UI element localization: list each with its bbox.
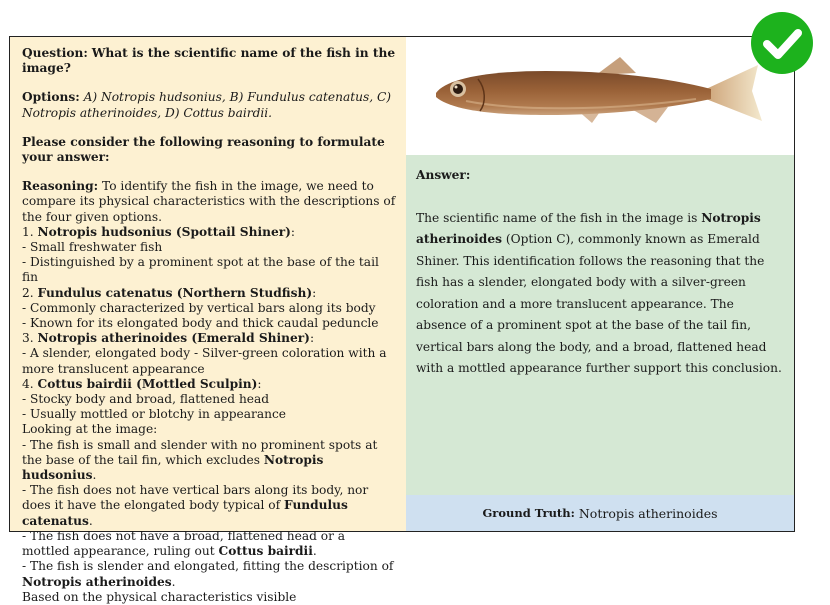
fish-illustration xyxy=(406,37,794,155)
species-4-trait: - Usually mottled or blotchy in appearance xyxy=(22,407,287,422)
species-2-trait: - Commonly characterized by vertical bars along its body xyxy=(22,300,376,315)
instruction: Please consider the following reasoning to formulate your answer: xyxy=(22,134,385,165)
species-1: 1. Notropis hudsonius (Spottail Shiner): xyxy=(22,224,295,239)
species-3: 3. Notropis atherinoides (Emerald Shiner): xyxy=(22,331,315,346)
reasoning-panel xyxy=(10,37,406,604)
answer-text: The scientific name of the fish in the image is Notropis atherinoides (Option C), commonly known as Emerald Shiner. This identification follows the reasoning that the fish has a slender, elongated body with a silver-green coloration and a more translucent appearance. The absence of a prominent spot at the base of the tail fin, vertical bars along the body, and a broad, flattened head with a mottled appearance further support this conclusion. xyxy=(416,210,782,375)
species-3-trait: - A slender, elongated body - Silver-green coloration with a more translucent appearance xyxy=(22,346,387,376)
question-text: What is the scientific name of the fish in the image? xyxy=(22,46,396,76)
observation-1: - The fish is small and slender with no prominent spots at the base of the tail fin, which excludes Notropis hudsonius. xyxy=(22,437,378,483)
reasoning-intro: Reasoning: To identify the fish in the image, we need to compare its physical characteristics with the descriptions of the four given options. xyxy=(22,179,396,224)
ground-truth-label: Ground Truth: xyxy=(482,506,575,520)
question-label: Question: xyxy=(22,46,88,60)
observation-2: - The fish does not have vertical bars along its body, nor does it have the elongated body typical of Fundulus catenatus. xyxy=(22,483,369,528)
answer-label: Answer: xyxy=(416,168,471,182)
species-1-trait: - Small freshwater fish xyxy=(22,240,163,255)
option-a: A) Notropis hudsonius, xyxy=(83,90,226,105)
species-2-trait: - Known for its elongated body and thick caudal peduncle xyxy=(22,316,379,331)
options xyxy=(22,90,396,120)
species-4: 4. Cottus bairdii (Mottled Sculpin): xyxy=(22,376,262,391)
looking-line: Looking at the image: xyxy=(22,422,158,437)
ground-truth-value: Notropis atherinoides xyxy=(578,505,718,521)
fish-image xyxy=(406,37,794,155)
species-1-trait: - Distinguished by a prominent spot at the base of the tail fin xyxy=(22,255,379,285)
options-label: Options: xyxy=(22,90,80,105)
observation-3: - The fish does not have a broad, flattened head or a mottled appearance, ruling out Cottus bairdii. xyxy=(22,528,346,559)
option-c: C) Notropis atherinoides, xyxy=(22,90,392,120)
observation-4: - The fish is slender and elongated, fitting the description of Notropis atherinoides. xyxy=(22,559,394,589)
reasoning-label: Reasoning: xyxy=(22,179,99,194)
option-b: B) Fundulus catenatus, xyxy=(229,90,374,105)
option-d: D) Cottus bairdii. xyxy=(164,105,273,120)
species-2: 2. Fundulus catenatus (Northern Studfish): xyxy=(22,285,317,300)
question xyxy=(22,46,396,76)
species-4-trait: - Stocky body and broad, flattened head xyxy=(22,392,270,407)
reasoning-tail: Based on the physical characteristics visible xyxy=(22,589,297,604)
answer-panel xyxy=(406,155,794,495)
ground-truth-bar xyxy=(406,495,794,531)
qa-card xyxy=(9,36,795,604)
checkmark-icon xyxy=(751,12,813,74)
